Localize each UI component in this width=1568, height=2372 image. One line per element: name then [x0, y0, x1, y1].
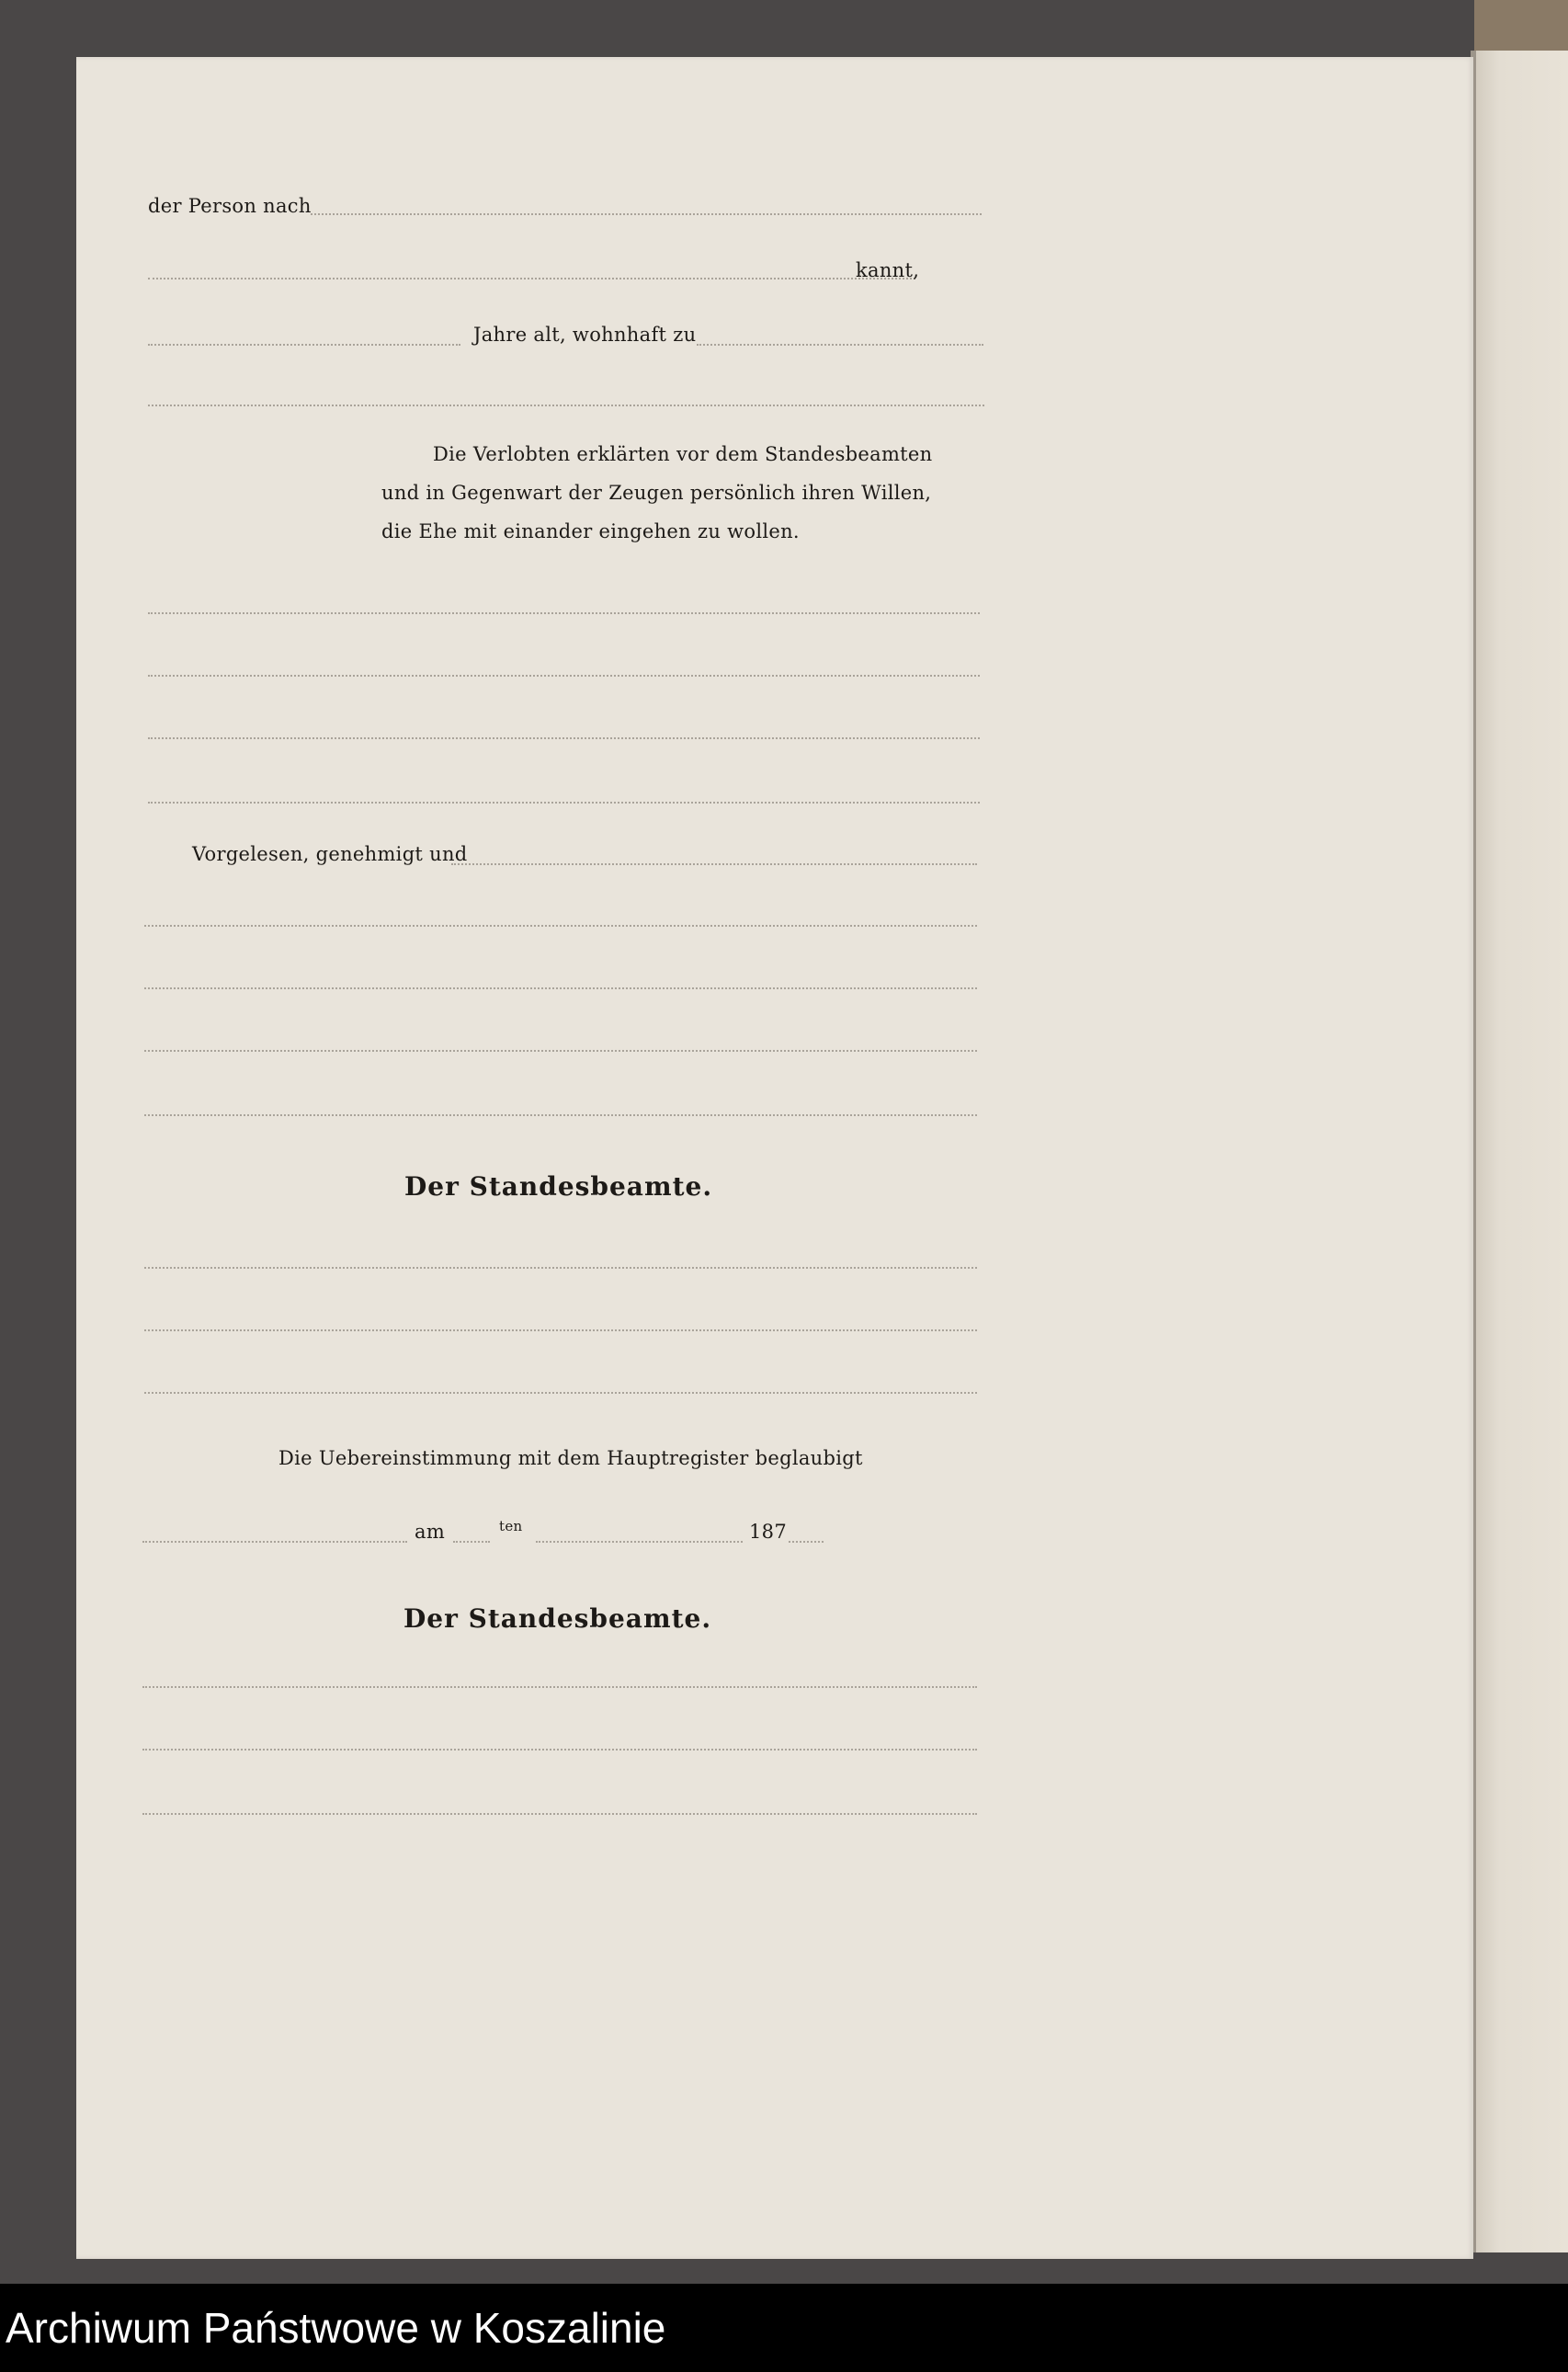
- kannt-label: kannt,: [856, 259, 920, 281]
- fill-line: [148, 278, 915, 279]
- fill-line: [142, 1541, 407, 1543]
- fill-line: [148, 675, 980, 677]
- read-approved-label: Vorgelesen, genehmigt und: [192, 843, 468, 865]
- fill-line: [789, 1541, 824, 1543]
- fill-line: [148, 802, 980, 804]
- fill-line: [148, 344, 460, 346]
- declaration-line-1: Die Verlobten erklärten vor dem Standesbeamten: [433, 443, 933, 465]
- fill-line: [451, 863, 977, 865]
- fill-line: [144, 987, 977, 989]
- fill-line: [536, 1541, 743, 1543]
- fill-line: [148, 405, 984, 406]
- adjacent-page: [1471, 51, 1568, 2252]
- declaration-line-3: die Ehe mit einander eingehen zu wollen.: [381, 520, 800, 542]
- certification-text: Die Uebereinstimmung mit dem Hauptregister beglaubigt: [278, 1447, 863, 1469]
- fill-line: [144, 1267, 977, 1269]
- fill-line: [697, 344, 983, 346]
- declaration-line-2: und in Gegenwart der Zeugen persönlich ihren Willen,: [381, 482, 932, 504]
- fill-line: [142, 1686, 977, 1688]
- fill-line: [144, 1329, 977, 1331]
- fill-line: [142, 1749, 977, 1750]
- document-page: [76, 57, 1473, 2259]
- fill-line: [144, 1114, 977, 1116]
- fill-line: [148, 612, 980, 614]
- fill-line: [144, 1392, 977, 1394]
- fill-line: [311, 213, 982, 215]
- age-residence-label: Jahre alt, wohnhaft zu: [473, 324, 697, 346]
- fill-line: [144, 925, 977, 927]
- date-year: 187: [749, 1521, 787, 1543]
- fill-line: [142, 1813, 977, 1815]
- fill-line: [453, 1541, 490, 1543]
- fill-line: [148, 737, 980, 739]
- person-label: der Person nach: [148, 195, 312, 217]
- date-ten: ten: [499, 1518, 523, 1534]
- archive-name: Archiwum Państwowe w Koszalinie: [6, 2304, 666, 2352]
- registrar-heading: Der Standesbeamte.: [404, 1171, 713, 1202]
- date-am: am: [415, 1521, 446, 1543]
- fill-line: [144, 1050, 977, 1052]
- registrar-heading-2: Der Standesbeamte.: [403, 1603, 712, 1634]
- archive-footer: [0, 2284, 1568, 2372]
